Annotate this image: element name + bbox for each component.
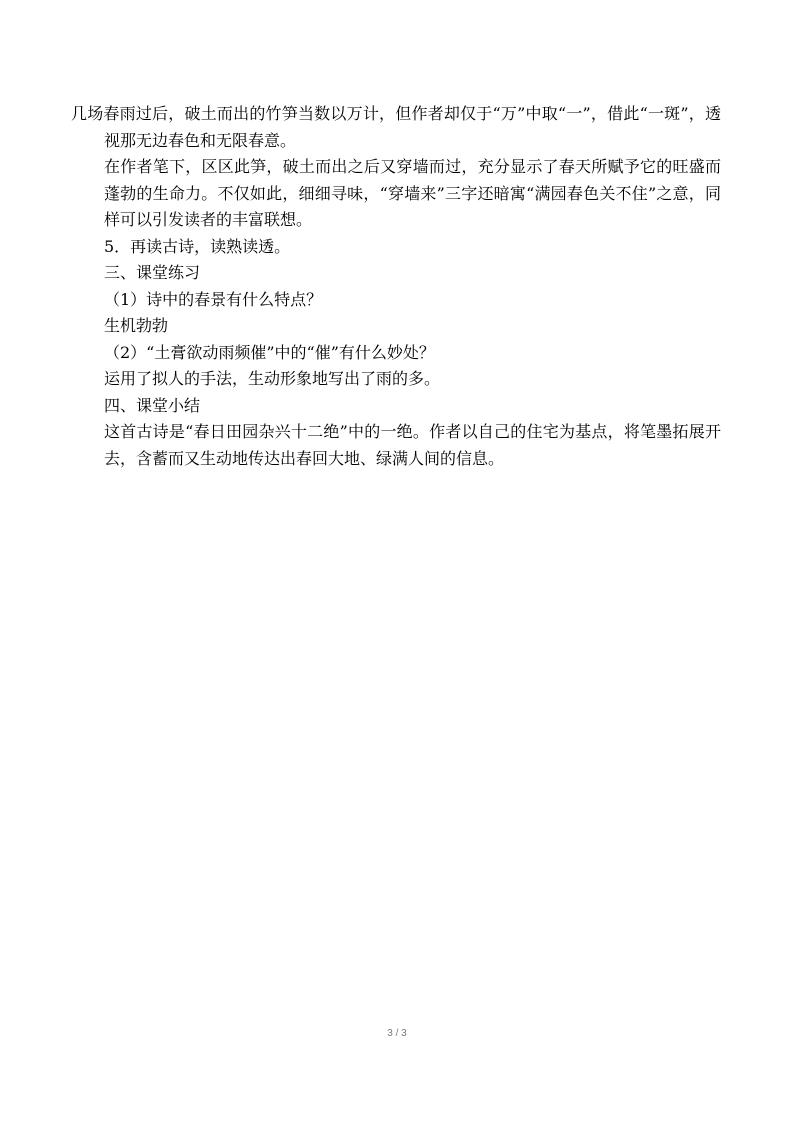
question-2: （2）“土膏欲动雨频催”中的“催”有什么妙处？ (104, 342, 435, 362)
paragraph-reread: 5．再读古诗，读熟读透。 (104, 236, 291, 256)
section-heading-practice: 三、课堂练习 (104, 263, 201, 282)
answer-1: 生机勃勃 (104, 316, 169, 335)
page-number: 3 / 3 (387, 1028, 407, 1039)
question-1: （1）诗中的春景有什么特点？ (104, 289, 323, 309)
section-heading-summary: 四、课堂小结 (104, 395, 201, 415)
paragraph-bamboo-shoot: 几场春雨过后，破土而出的竹笋当数以万计，但作者却仅于“万”中取“一”，借此“一斑”，透视那无边春色和无限春意。 (71, 104, 721, 150)
paragraph-summary: 这首古诗是“春日田园杂兴十二绝”中的一绝。作者以自己的住宅为基点，将笔墨拓展开去，含蓄而又生动地传达出春回大地、绿满人间的信息。 (104, 422, 721, 468)
paragraph-vitality: 在作者笔下，区区此笋，破土而出之后又穿墙而过，充分显示了春天所赋予它的旺盛而蓬勃的生命力。不仅如此，细细寻味，“穿墙来”三字还暗寓“满园春色关不住”之意，同样可以引发读者的丰富联想。 (104, 157, 721, 229)
document-body (71, 101, 721, 472)
answer-2: 运用了拟人的手法，生动形象地写出了雨的多。 (104, 369, 441, 388)
